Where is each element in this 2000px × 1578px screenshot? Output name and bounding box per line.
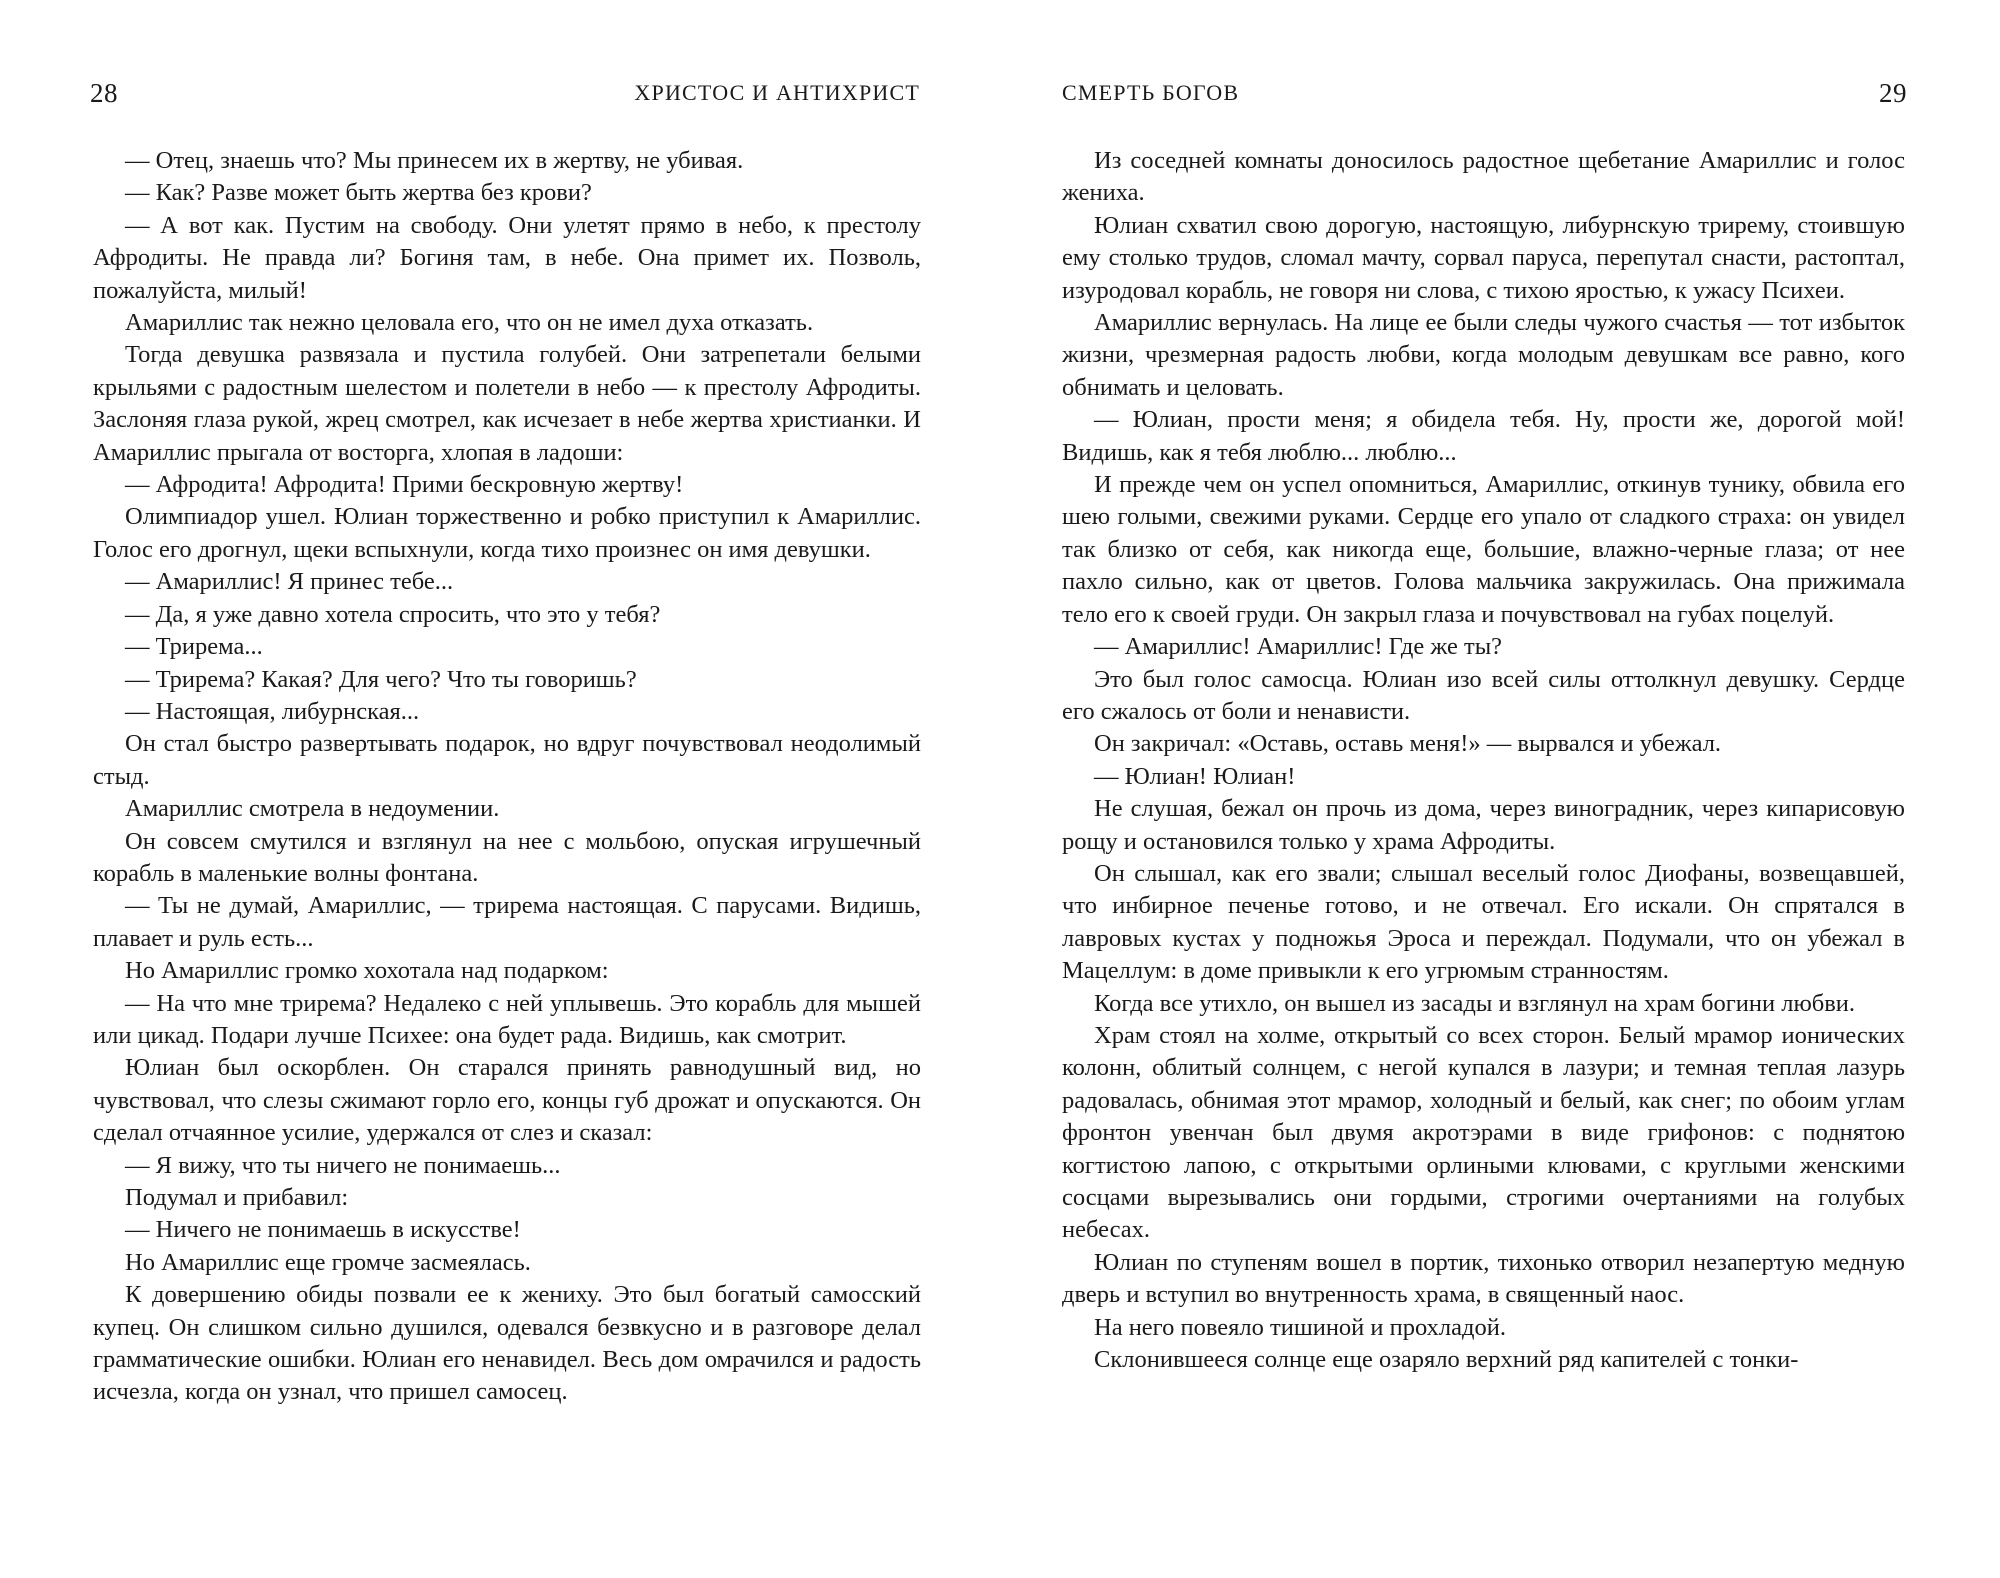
paragraph: — Настоящая, либурнская... [125, 697, 420, 725]
paragraph: Из соседней комнаты доносилось радостное щебетание Амариллис и голос жениха. [1062, 147, 1905, 207]
right-page-text [1062, 145, 1905, 1376]
paragraph: К довершению обиды позвали ее к жениху. Это был богатый самосский купец. Он слишком сильно душился, одевался безвкусно и в разговоре делал грамматические ошибки. Юлиан его ненавидел. Весь дом омрачился и радость исчезла, когда он узнал, что пришел самосец. [93, 1281, 921, 1406]
paragraph: — Амариллис! Я принес тебе... [125, 568, 454, 596]
right-running-title: СМЕРТЬ БОГОВ [1062, 80, 1240, 105]
paragraph: — Амариллис! Амариллис! Где же ты? [1094, 633, 1503, 661]
left-page-text [93, 145, 921, 1409]
paragraph: Но Амариллис еще громче засмеялась. [125, 1248, 531, 1276]
paragraph: Он совсем смутился и взглянул на нее с мольбою, опуская игрушечный корабль в маленькие волны фонтана. [93, 827, 921, 887]
paragraph: Юлиан по ступеням вошел в портик, тихонько отворил незапертую медную дверь и вступил во внутренность храма, в священный наос. [1062, 1248, 1905, 1309]
paragraph: — Да, я уже давно хотела спросить, что это у тебя? [125, 600, 661, 628]
paragraph: — Ты не думай, Амариллис, — трирема настоящая. С парусами. Видишь, плавает и руль есть... [93, 892, 921, 952]
paragraph: Тогда девушка развязала и пустила голубей. Они затрепетали белыми крыльями с радостным шелестом и полетели в небо — к престолу Афродиты. Заслоняя глаза рукой, жрец смотрел, как исчезает в небе жертва христианки. И Амариллис прыгала от восторга, хлопая в ладоши: [93, 341, 921, 466]
paragraph: — Юлиан, прости меня; я обидела тебя. Ну, прости же, дорогой мой! Видишь, как я тебя люблю... люблю... [1062, 406, 1905, 466]
paragraph: Храм стоял на холме, открытый со всех сторон. Белый мрамор ионических колонн, облитый солнцем, с негой купался в лазури; и темная теплая лазурь радовалась, обнимая этот мрамор, холодный и белый, как снег; по обоим углам фронтон увенчан был двумя акротэрами в виде грифонов: с поднятою когтистою лапою, с открытыми орлиными клювами, с круглыми женскими сосцами вырезывались они гордыми, строгими очертаниями на голубых небесах. [1062, 1021, 1905, 1244]
paragraph: И прежде чем он успел опомниться, Амариллис, откинув тунику, обвила его шею голыми, свежими руками. Сердце его упало от сладкого страха: он увидел так близко от себя, как никогда еще, большие, влажно-черные глаза; от нее пахло сильно, как от цветов. Голова мальчика закружилась. Она прижимала тело его к своей груди. Он закрыл глаза и почувствовал на губах поцелуй. [1062, 471, 1905, 628]
paragraph: Амариллис вернулась. На лице ее были следы чужого счастья — тот избыток жизни, чрезмерная радость любви, когда молодым девушкам все равно, кого обнимать и целовать. [1062, 309, 1905, 401]
paragraph: Амариллис смотрела в недоумении. [125, 795, 500, 823]
paragraph: Не слушая, бежал он прочь из дома, через виноградник, через кипарисовую рощу и остановился только у храма Афродиты. [1062, 795, 1905, 855]
left-page-header [90, 78, 920, 114]
paragraph: — Я вижу, что ты ничего не понимаешь... [125, 1151, 561, 1179]
left-page-number: 28 [90, 78, 118, 108]
paragraph: Когда все утихло, он вышел из засады и взглянул на храм богини любви. [1094, 989, 1856, 1017]
paragraph: — Юлиан! Юлиан! [1094, 762, 1296, 790]
paragraph: Он слышал, как его звали; слышал веселый голос Диофаны, возвещавшей, что инбирное печенье готово, и не отвечал. Его искали. Он спрятался в лавровых кустах у подножья Эроса и переждал. Подумали, что он убежал в Мацеллум: в доме привыкли к его угрюмым странностям. [1062, 859, 1905, 985]
paragraph: Склонившееся солнце еще озаряло верхний ряд капителей с тонки- [1094, 1346, 1799, 1374]
paragraph: — Как? Разве может быть жертва без крови? [125, 179, 592, 207]
paragraph: — А вот как. Пустим на свободу. Они улетят прямо в небо, к престолу Афродиты. Не правда ли? Богиня там, в небе. Она примет их. Позволь, пожалуйста, милый! [93, 211, 921, 304]
paragraph: Юлиан был оскорблен. Он старался принять равнодушный вид, но чувствовал, что слезы сжимают горло его, концы губ дрожат и опускаются. Он сделал отчаянное усилие, удержался от слез и сказал: [93, 1054, 921, 1147]
paragraph: Он стал быстро развертывать подарок, но вдруг почувствовал неодолимый стыд. [93, 730, 921, 790]
paragraph: Олимпиадор ушел. Юлиан торжественно и робко приступил к Амариллис. Голос его дрогнул, щеки вспыхнули, когда тихо произнес он имя девушки. [93, 503, 921, 563]
right-page [1000, 0, 2000, 1578]
paragraph: — Ничего не понимаешь в искусстве! [125, 1216, 521, 1244]
paragraph: Но Амариллис громко хохотала над подарком: [125, 957, 609, 985]
paragraph: Подумал и прибавил: [125, 1184, 349, 1211]
paragraph: — Отец, знаешь что? Мы принесем их в жертву, не убивая. [125, 147, 744, 174]
paragraph: — Трирема? Какая? Для чего? Что ты говоришь? [125, 665, 637, 693]
paragraph: На него повеяло тишиной и прохладой. [1094, 1313, 1506, 1341]
right-page-header [1062, 78, 1907, 114]
paragraph: — Афродита! Афродита! Прими бескровную жертву! [125, 471, 684, 499]
paragraph: — На что мне трирема? Недалеко с ней уплывешь. Это корабль для мышей или цикад. Подари лучше Психее: она будет рада. Видишь, как смотрит. [93, 989, 921, 1049]
paragraph: — Трирема... [125, 633, 263, 661]
right-page-number: 29 [1879, 78, 1907, 108]
left-running-title: ХРИСТОС И АНТИХРИСТ [634, 80, 920, 105]
paragraph: Юлиан схватил свою дорогую, настоящую, либурнскую трирему, стоившую ему столько трудов, сломал мачту, сорвал паруса, перепутал снасти, растоптал, изуродовал корабль, не говоря ни слова, с тихою яростью, к ужасу Психеи. [1062, 211, 1905, 304]
paragraph: Это был голос самосца. Юлиан изо всей силы оттолкнул девушку. Сердце его сжалось от боли и ненависти. [1062, 665, 1905, 725]
paragraph: Он закричал: «Оставь, оставь меня!» — вырвался и убежал. [1094, 730, 1722, 758]
paragraph: Амариллис так нежно целовала его, что он не имел духа отказать. [125, 309, 814, 337]
